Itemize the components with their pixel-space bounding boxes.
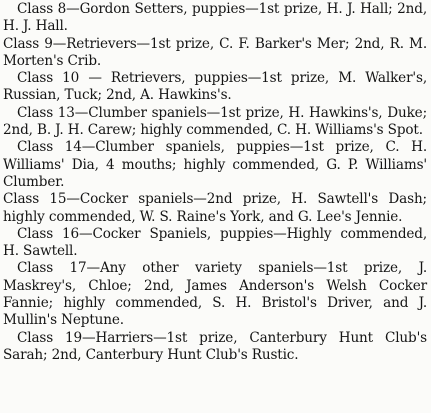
class-14-result: Class 14—Clumber spaniels, puppies—1st prize, C. H. Williams' Dia, 4 mouths; highly commended, G. P. Williams' Clumber. <box>3 139 427 190</box>
class-8-result: Class 8—Gordon Setters, puppies—1st prize, H. J. Hall; 2nd, H. J. Hall. <box>3 1 427 35</box>
class-9-result: Class 9—Retrievers—1st prize, C. F. Barker's Mer; 2nd, R. M. Morten's Crib. <box>3 35 427 69</box>
class-15-result: Class 15—Cocker spaniels—2nd prize, H. Sawtell's Dash; highly commended, W. S. Raine's York, and G. Lee's Jennie. <box>3 191 427 225</box>
class-13-result: Class 13—Clumber spaniels—1st prize, H. Hawkins's, Duke; 2nd, B. J. H. Carew; highly commended, C. H. Williams's Spot. <box>3 104 427 139</box>
class-16-result: Class 16—Cocker Spaniels, puppies—Highly commended, H. Sawtell. <box>3 225 427 260</box>
class-19-result: Class 19—Harriers—1st prize, Canterbury Hunt Club's Sarah; 2nd, Canterbury Hunt Club's Rustic. <box>3 329 427 363</box>
class-10-result: Class 10 — Retrievers, puppies—1st prize, M. Walker's, Russian, Tuck; 2nd, A. Hawkins's. <box>3 70 427 104</box>
class-17-result: Class 17—Any other variety spaniels—1st prize, J. Maskrey's, Chloe; 2nd, James Anderson's Welsh Cocker Fannie; highly commended, S. H. Bristol's Driver, and J. Mullin's Neptune. <box>3 260 427 329</box>
